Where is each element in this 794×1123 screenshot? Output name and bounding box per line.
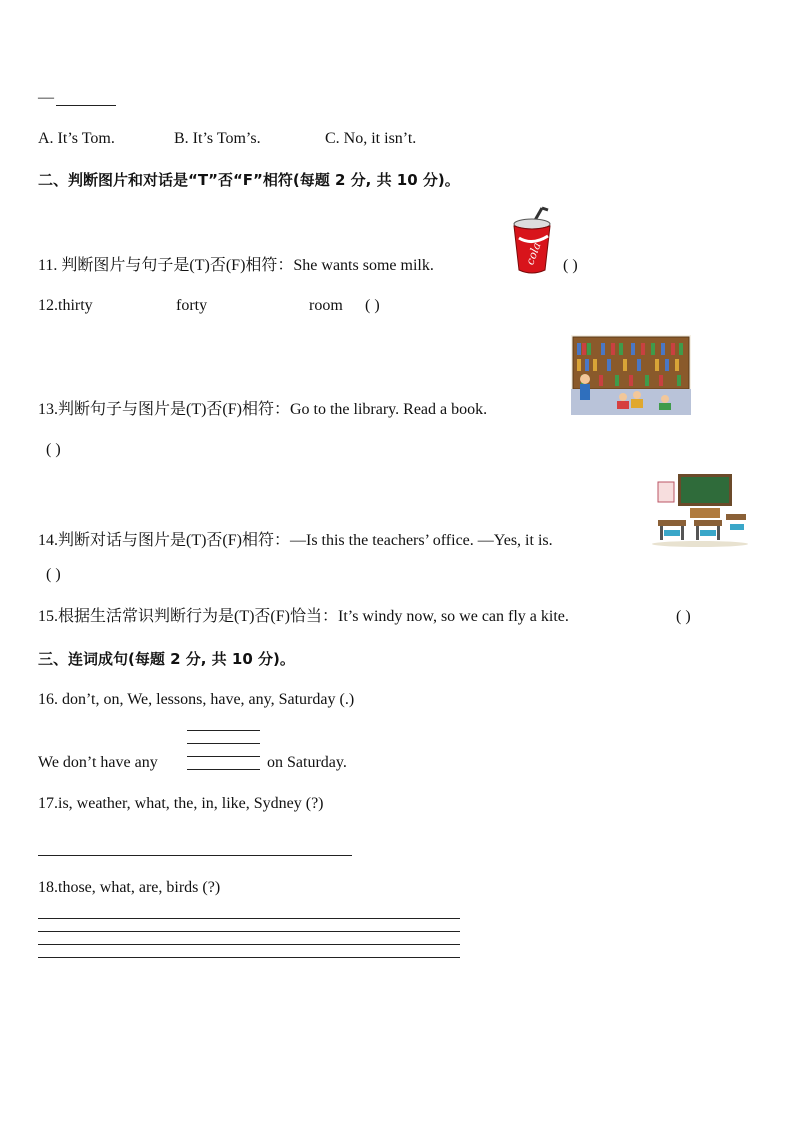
q18-answer-line[interactable] [38,957,460,958]
q10-option-c: C. No, it isn’t. [325,130,417,147]
q16-blank-line [187,743,260,744]
q12-word-3: room [309,297,343,314]
q10-answer-line [38,88,54,108]
section-3-title: 三、连词成句(每题 2 分, 共 10 分)。 [38,650,295,668]
q18-words: 18.those, what, are, birds (?) [38,879,221,896]
q18-answer-line[interactable] [38,918,460,919]
q10-option-b: B. It’s Tom’s. [174,130,261,147]
q15-answer-paren[interactable]: ( ) [676,608,691,625]
q10-blank [56,105,116,106]
q18-answer-line[interactable] [38,931,460,932]
q16-sentence-start: We don’t have any [38,754,158,771]
q16-blank-line [187,730,260,731]
q10-dash: — [38,89,54,106]
q17-answer-line[interactable] [38,855,352,856]
q13-answer-paren[interactable]: ( ) [46,441,61,458]
section-2-title: 二、判断图片和对话是“T”否“F”相符(每题 2 分, 共 10 分)。 [38,171,460,189]
q15-text: 15.根据生活常识判断行为是(T)否(F)恰当：It’s windy now, so we can fly a kite. [38,608,569,625]
q11-answer-paren[interactable]: ( ) [563,257,578,274]
q16-blank-line [187,756,260,757]
q17-words: 17.is, weather, what, the, in, like, Sydney (?) [38,795,324,812]
q12-word-1: 12.thirty [38,297,93,314]
q10-option-a: A. It’s Tom. [38,130,115,147]
q14-answer-paren[interactable]: ( ) [46,566,61,583]
classroom-image [650,472,750,547]
q16-blank-line [187,769,260,770]
cola-cup-label: cola [523,240,544,267]
q12-answer-paren[interactable]: ( ) [365,297,380,314]
q14-text: 14.判断对话与图片是(T)否(F)相符：—Is this the teachers’ office. —Yes, it is. [38,532,553,549]
cola-cup-image [508,206,556,276]
q18-answer-line[interactable] [38,944,460,945]
q16-sentence-end: on Saturday. [267,754,347,771]
q13-text: 13.判断句子与图片是(T)否(F)相符：Go to the library. Read a book. [38,401,488,418]
q16-words: 16. don’t, on, We, lessons, have, any, Saturday (.) [38,691,355,708]
library-image [571,335,691,415]
q12-word-2: forty [176,297,208,314]
q11-text: 11. 判断图片与句子是(T)否(F)相符：She wants some milk. [38,257,434,274]
